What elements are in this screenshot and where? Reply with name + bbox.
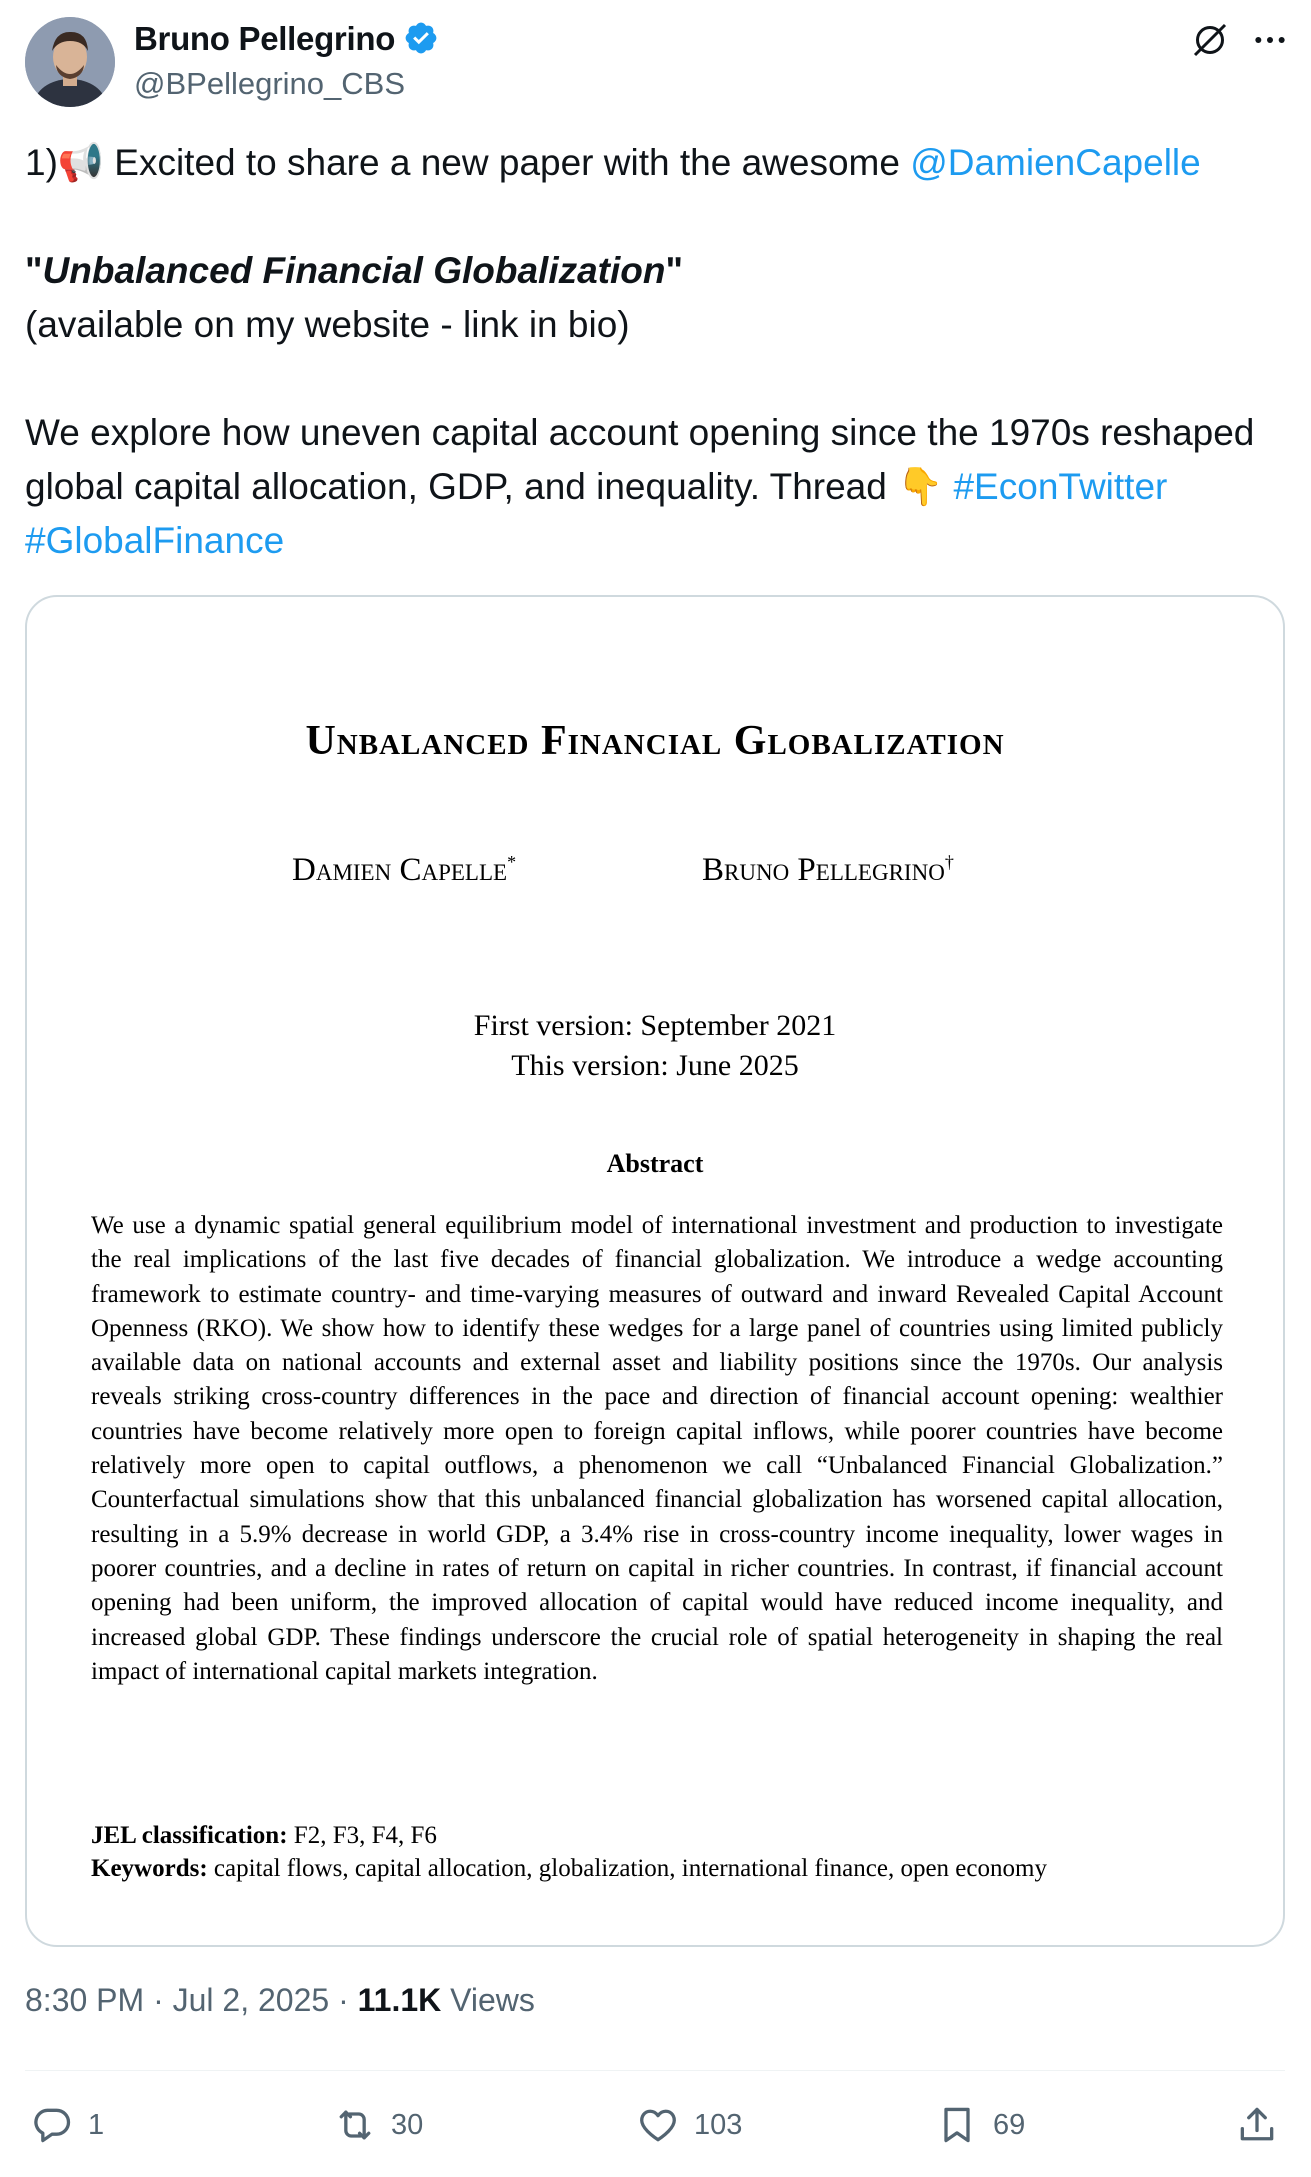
paper-title: Unbalanced Financial Globalization bbox=[305, 718, 1005, 764]
paper-title-italic: Unbalanced Financial Globalization bbox=[42, 250, 666, 291]
share-icon bbox=[1235, 2103, 1279, 2147]
action-bar bbox=[0, 2095, 1311, 2155]
repost-icon bbox=[333, 2103, 377, 2147]
like-icon bbox=[636, 2103, 680, 2147]
paper-jel bbox=[91, 1822, 437, 1850]
paper-author-1 bbox=[292, 852, 516, 889]
views-count: 11.1K bbox=[357, 1982, 442, 2018]
paper-abstract: We use a dynamic spatial general equilibrium model of international investment and production to investigate the real implications of the last five decades of financial globalization. We introduce a wedge accounting framework to estimate country- and time-varying measures of outward and inward Revealed Capital Account Openness (RKO). We show how to identify these wedges for a large panel of countries using limited publicly available data on national accounts and external asset and liability positions since the 1970s. Our analysis reveals striking cross-country differences in the pace and direction of financial account opening: wealthier countries have become relatively more open to foreign capital inflows, while poorer countries have become relatively more open to capital outflows, a phenomenon we call “Unbalanced Financial Globalization.” Counterfactual simulations show that this unbalanced financial globalization has worsened capital allocation, resulting in a 5.9% decrease in world GDP, a 3.4% rise in cross-country income inequality, lower wages in poorer countries, and a decline in rates of return on capital in richer countries. In contrast, if financial account opening had been uniform, the improved allocation of capital would have reduced income inequality, and increased global GDP. These findings underscore the crucial role of spatial heterogeneity in shaping the real impact of international capital markets integration. bbox=[91, 1212, 1223, 1685]
tweet-date[interactable]: Jul 2, 2025 bbox=[172, 1982, 330, 2018]
divider bbox=[25, 2070, 1285, 2071]
meta-sep-1: · bbox=[144, 1982, 173, 2018]
avatar[interactable] bbox=[25, 17, 115, 107]
attached-image-card[interactable] bbox=[25, 595, 1285, 1947]
mention-link[interactable]: @DamienCapelle bbox=[910, 142, 1201, 183]
repost-count: 30 bbox=[391, 2108, 424, 2141]
bookmark-button[interactable] bbox=[935, 2095, 1025, 2155]
like-button[interactable] bbox=[636, 2095, 742, 2155]
paper-first-version: First version: September 2021 bbox=[473, 1009, 837, 1042]
reply-icon bbox=[30, 2103, 74, 2147]
views-label: Views bbox=[441, 1982, 535, 2018]
author-name[interactable]: Bruno Pellegrino bbox=[134, 20, 396, 57]
paper-abstract-heading: Abstract bbox=[606, 1149, 704, 1178]
megaphone-icon: 📢 bbox=[57, 141, 104, 184]
paper-keywords bbox=[91, 1855, 1047, 1883]
meta-sep-2: · bbox=[329, 1982, 358, 2018]
tweet-line-body bbox=[25, 406, 1285, 568]
paper-author-1-mark: * bbox=[507, 852, 517, 872]
paper-author-1-name: Damien Capelle bbox=[292, 852, 508, 888]
hashtag-econtwitter[interactable]: #EconTwitter bbox=[953, 466, 1168, 507]
tweet-text bbox=[25, 136, 1285, 568]
repost-button[interactable] bbox=[333, 2095, 423, 2155]
paper-jel-value: F2, F3, F4, F6 bbox=[287, 1822, 437, 1849]
paper-author-2-name: Bruno Pellegrino bbox=[702, 852, 945, 888]
tweet-line-title bbox=[25, 244, 1285, 298]
quote-close: " bbox=[665, 250, 684, 291]
paper-this-version: This version: June 2025 bbox=[511, 1049, 799, 1082]
quote-open: " bbox=[25, 250, 43, 291]
tweet-line-intro bbox=[25, 136, 1285, 190]
paper-author-2 bbox=[702, 852, 954, 889]
bookmark-icon bbox=[935, 2103, 979, 2147]
grok-icon[interactable] bbox=[1190, 20, 1230, 60]
bookmark-count: 69 bbox=[993, 2108, 1026, 2141]
reply-count: 1 bbox=[88, 2108, 105, 2141]
hashtag-globalfinance[interactable]: #GlobalFinance bbox=[25, 520, 285, 561]
body-text: We explore how uneven capital account opening since the 1970s reshaped global capital allocation, GDP, and inequality. Thread bbox=[25, 412, 1255, 507]
verified-badge-icon bbox=[403, 20, 439, 56]
tweet-line-availability: (available on my website - link in bio) bbox=[25, 304, 630, 345]
share-button[interactable] bbox=[1235, 2095, 1293, 2155]
paper-author-2-mark: † bbox=[944, 852, 954, 872]
reply-button[interactable] bbox=[30, 2095, 104, 2155]
more-icon[interactable] bbox=[1250, 20, 1290, 60]
tweet-header bbox=[0, 0, 1311, 120]
like-count: 103 bbox=[694, 2108, 743, 2141]
paper-keywords-label: Keywords: bbox=[91, 1855, 208, 1882]
tweet-meta bbox=[25, 1982, 535, 2019]
thread-number: 1) bbox=[25, 142, 58, 183]
intro-text: Excited to share a new paper with the awesome bbox=[103, 142, 911, 183]
paper-jel-label: JEL classification: bbox=[91, 1822, 288, 1849]
tweet-time[interactable]: 8:30 PM bbox=[25, 1982, 145, 2018]
point-down-icon: 👇 bbox=[897, 465, 944, 508]
author-handle[interactable]: @BPellegrino_CBS bbox=[134, 66, 405, 101]
paper-keywords-value: capital flows, capital allocation, globalization, international finance, open economy bbox=[207, 1855, 1047, 1882]
